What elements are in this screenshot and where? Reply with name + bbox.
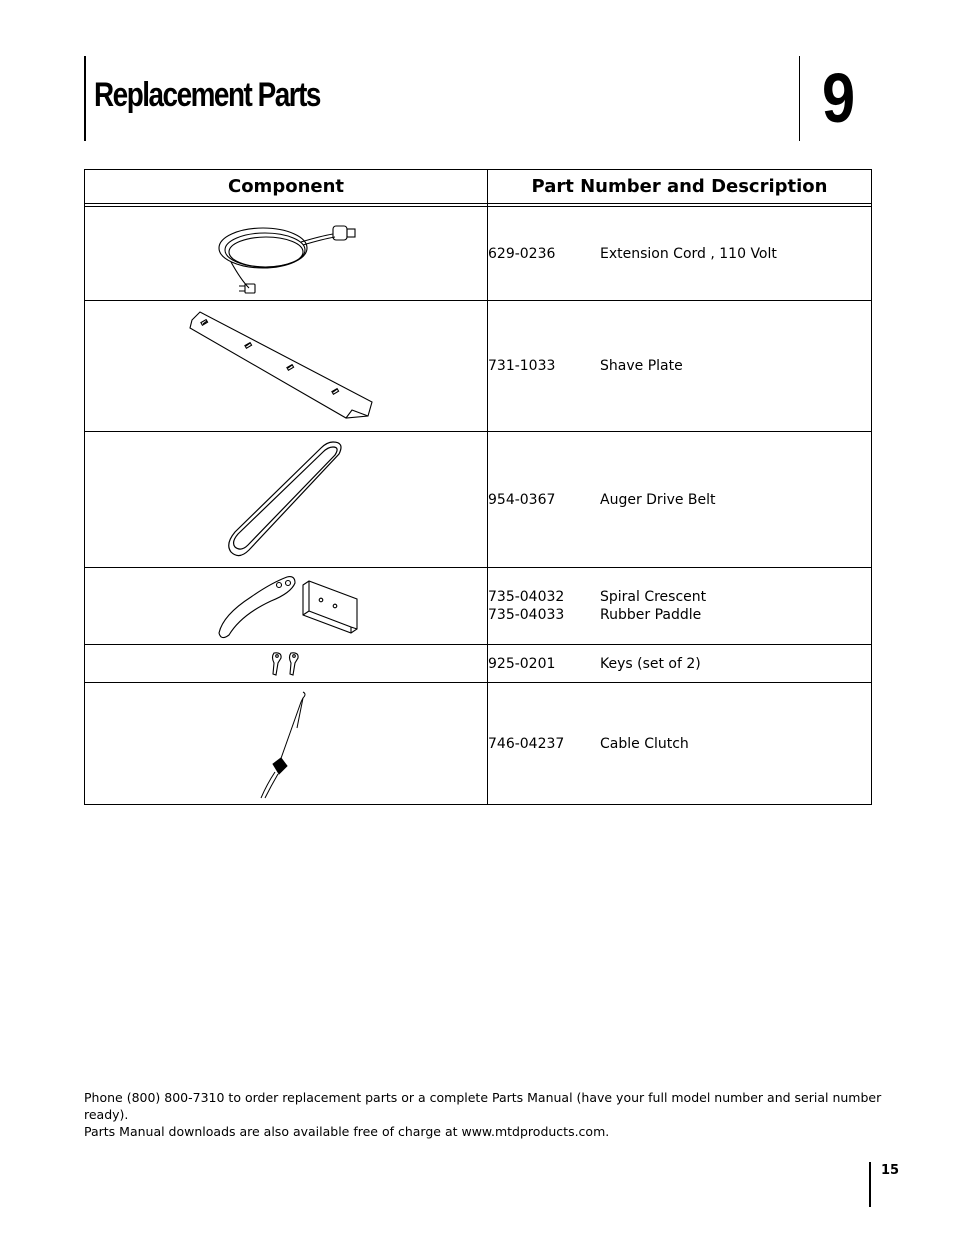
part-number: 731-1033 xyxy=(488,358,556,374)
part-description: Shave Plate xyxy=(600,358,683,374)
component-cell xyxy=(85,645,488,683)
part-description: Extension Cord , 110 Volt xyxy=(600,245,777,262)
page-number: 15 xyxy=(881,1163,900,1178)
part-description: Rubber Paddle xyxy=(600,607,702,623)
shave-plate-icon xyxy=(186,306,386,426)
table-row xyxy=(85,683,872,805)
component-cell xyxy=(85,432,488,568)
replacement-parts-table xyxy=(84,169,872,805)
table-header-row xyxy=(85,170,872,204)
auger-drive-belt-icon xyxy=(221,438,351,562)
part-line xyxy=(488,588,871,606)
part-line xyxy=(488,655,871,673)
part-line xyxy=(488,245,871,263)
description-cell xyxy=(488,301,872,432)
part-number: 746-04237 xyxy=(488,735,565,752)
spiral-crescent-rubber-paddle-icon xyxy=(211,571,361,641)
ordering-note-line-1: Phone (800) 800-7310 to order replacement parts or a complete Parts Manual (have your full model number and serial number ready). xyxy=(84,1090,882,1122)
part-line xyxy=(488,491,871,509)
table-row xyxy=(85,568,872,645)
ordering-note xyxy=(84,1089,884,1140)
header-part-number: Part Number and Description xyxy=(488,170,872,204)
part-description: Cable Clutch xyxy=(600,735,689,752)
description-cell xyxy=(488,568,872,645)
chapter-number: 9 xyxy=(822,59,856,137)
extension-cord-icon xyxy=(211,212,361,296)
part-number: 954-0367 xyxy=(488,491,556,508)
ordering-note-line-2: Parts Manual downloads are also available free of charge at www.mtdproducts.com. xyxy=(84,1124,610,1139)
cable-clutch-icon xyxy=(251,688,321,800)
description-cell xyxy=(488,683,872,805)
page-number-rule xyxy=(869,1162,871,1207)
component-cell xyxy=(85,683,488,805)
part-description: Auger Drive Belt xyxy=(600,491,716,508)
table-row xyxy=(85,301,872,432)
description-cell xyxy=(488,207,872,301)
part-number: 925-0201 xyxy=(488,655,556,672)
part-description: Keys (set of 2) xyxy=(600,655,701,672)
header-component: Component xyxy=(85,170,488,204)
description-cell xyxy=(488,645,872,683)
part-number: 629-0236 xyxy=(488,245,556,262)
component-cell xyxy=(85,301,488,432)
chapter-rule xyxy=(799,56,800,141)
keys-icon xyxy=(268,651,304,677)
part-line xyxy=(488,606,871,624)
table-row xyxy=(85,207,872,301)
part-description: Spiral Crescent xyxy=(600,589,707,605)
description-cell xyxy=(488,432,872,568)
part-number: 735-04033 xyxy=(488,607,565,623)
component-cell xyxy=(85,568,488,645)
part-line xyxy=(488,357,871,375)
part-number: 735-04032 xyxy=(488,589,565,605)
part-line xyxy=(488,735,871,753)
page-title: Replacement Parts xyxy=(94,76,320,114)
component-cell xyxy=(85,207,488,301)
title-rule xyxy=(84,56,86,141)
table-row xyxy=(85,432,872,568)
table-row xyxy=(85,645,872,683)
